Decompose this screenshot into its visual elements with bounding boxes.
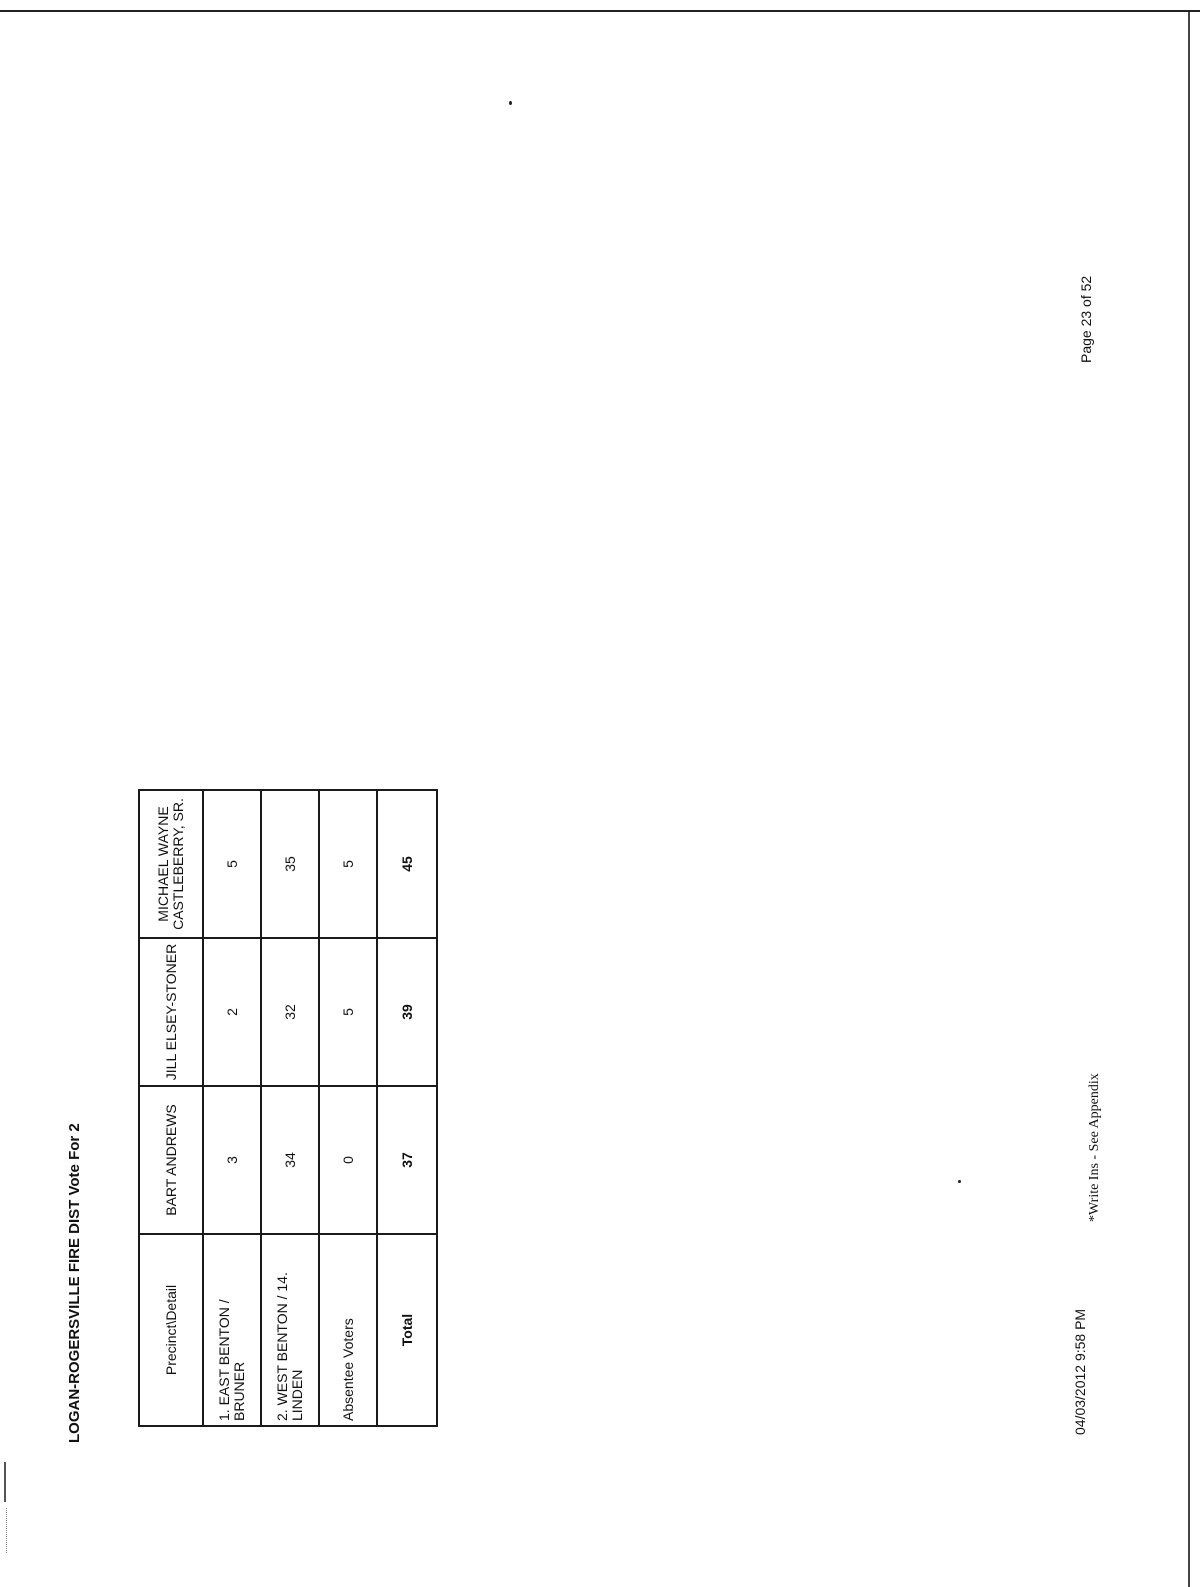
report-title: LOGAN-ROGERSVILLE FIRE DIST Vote For 2: [66, 1123, 83, 1443]
total-count: 37: [377, 1086, 437, 1234]
header-candidate: MICHAEL WAYNE CASTLEBERRY, SR.: [139, 790, 203, 938]
header-candidate: JILL ELSEY-STONER: [139, 938, 203, 1086]
total-count: 45: [377, 790, 437, 938]
total-row: [377, 790, 437, 1426]
header-precinct: Precinct\Detail: [139, 1234, 203, 1426]
page-number: Page 23 of 52: [1078, 275, 1094, 363]
precinct-label: 2. WEST BENTON / 14. LINDEN: [261, 1234, 319, 1426]
results-table: [138, 789, 438, 1427]
write-ins-note: *Write Ins - See Appendix: [1087, 1073, 1102, 1222]
report-timestamp: 04/03/2012 9:58 PM: [1072, 1308, 1088, 1435]
header-candidate: BART ANDREWS: [139, 1086, 203, 1234]
precinct-label: Absentee Voters: [319, 1234, 377, 1426]
table-row: [319, 790, 377, 1426]
vote-count: 3: [203, 1086, 261, 1234]
total-count: 39: [377, 938, 437, 1086]
vote-count: 32: [261, 938, 319, 1086]
vote-count: 35: [261, 790, 319, 938]
table-row: [261, 790, 319, 1426]
vote-count: 34: [261, 1086, 319, 1234]
total-label: Total: [377, 1234, 437, 1426]
vote-count: 5: [319, 790, 377, 938]
vote-count: 5: [203, 790, 261, 938]
precinct-label: 1. EAST BENTON / BRUNER: [203, 1234, 261, 1426]
table-header-row: [139, 790, 203, 1426]
vote-count: 2: [203, 938, 261, 1086]
table-row: [203, 790, 261, 1426]
vote-count: 5: [319, 938, 377, 1086]
vote-count: 0: [319, 1086, 377, 1234]
